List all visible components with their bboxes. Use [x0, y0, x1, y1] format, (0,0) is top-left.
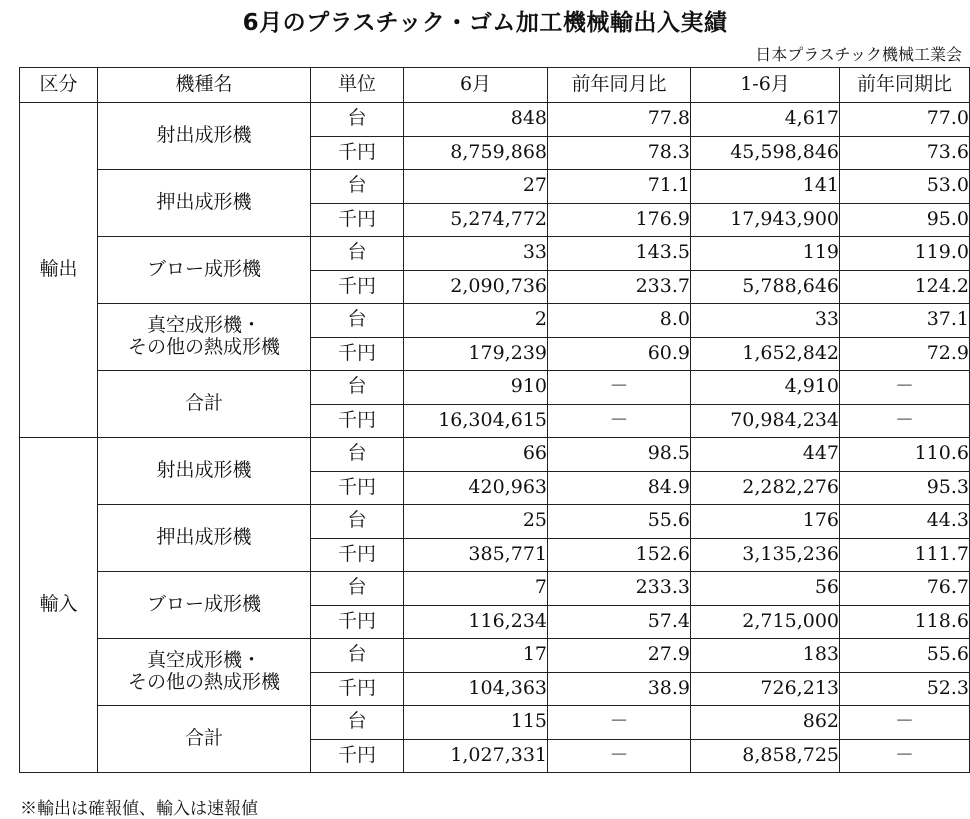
month-ratio-cell: 78.3 — [548, 136, 691, 170]
header-unit: 単位 — [311, 68, 404, 103]
machine-name-line: その他の熱成形機 — [127, 671, 280, 693]
section-label: 輸入 — [20, 438, 98, 773]
unit-cell: 台 — [311, 572, 404, 606]
unit-cell: 千円 — [311, 270, 404, 304]
month-value-cell: 66 — [404, 438, 548, 472]
ytd-ratio-cell: 73.6 — [840, 136, 970, 170]
month-ratio-cell: 233.3 — [548, 572, 691, 606]
ytd-value-cell: 4,617 — [691, 103, 840, 137]
unit-cell: 千円 — [311, 136, 404, 170]
ytd-ratio-cell: 118.6 — [840, 605, 970, 639]
month-ratio-cell: 98.5 — [548, 438, 691, 472]
machine-name-line: 真空成形機・ — [146, 649, 261, 672]
ytd-value-cell: 2,282,276 — [691, 471, 840, 505]
unit-cell: 台 — [311, 505, 404, 539]
machine-name-line: 押出成形機 — [156, 526, 252, 549]
ytd-value-cell: 1,652,842 — [691, 337, 840, 371]
unit-cell: 台 — [311, 103, 404, 137]
month-value-cell: 420,963 — [404, 471, 548, 505]
month-ratio-cell: 233.7 — [548, 270, 691, 304]
ytd-value-cell: 17,943,900 — [691, 203, 840, 237]
month-value-cell: 25 — [404, 505, 548, 539]
ytd-value-cell: 70,984,234 — [691, 404, 840, 438]
machine-name-line: 真空成形機・ — [146, 314, 261, 337]
ytd-value-cell: 56 — [691, 572, 840, 606]
month-ratio-cell: 143.5 — [548, 237, 691, 271]
machine-name — [98, 438, 311, 505]
month-value-cell: 17 — [404, 639, 548, 673]
ytd-ratio-cell: － — [840, 739, 970, 773]
month-value-cell: 27 — [404, 170, 548, 204]
month-value-cell: 104,363 — [404, 672, 548, 706]
ytd-ratio-cell: 95.0 — [840, 203, 970, 237]
header-month-ratio: 前年同月比 — [548, 68, 691, 103]
month-ratio-cell: 55.6 — [548, 505, 691, 539]
unit-cell: 千円 — [311, 605, 404, 639]
month-value-cell: 179,239 — [404, 337, 548, 371]
month-value-cell: 1,027,331 — [404, 739, 548, 773]
trade-table — [19, 67, 970, 773]
ytd-value-cell: 119 — [691, 237, 840, 271]
machine-name-line: 射出成形機 — [156, 124, 252, 147]
month-value-cell: 7 — [404, 572, 548, 606]
unit-cell: 台 — [311, 706, 404, 740]
table-row — [20, 103, 970, 137]
machine-name — [98, 170, 311, 237]
page-title: 6月のプラスチック・ゴム加工機械輸出入実績 — [242, 10, 728, 36]
unit-cell: 台 — [311, 639, 404, 673]
month-ratio-cell: 27.9 — [548, 639, 691, 673]
ytd-value-cell: 862 — [691, 706, 840, 740]
unit-cell: 千円 — [311, 739, 404, 773]
ytd-value-cell: 5,788,646 — [691, 270, 840, 304]
month-ratio-cell: 57.4 — [548, 605, 691, 639]
machine-name — [98, 505, 311, 572]
machine-name — [98, 639, 311, 706]
header-machine: 機種名 — [98, 68, 311, 103]
unit-cell: 台 — [311, 304, 404, 338]
month-ratio-cell: － — [548, 404, 691, 438]
ytd-ratio-cell: － — [840, 371, 970, 405]
ytd-value-cell: 447 — [691, 438, 840, 472]
unit-cell: 千円 — [311, 471, 404, 505]
machine-name-line: ブロー成形機 — [146, 258, 261, 281]
header-category: 区分 — [20, 68, 98, 103]
table-row — [20, 304, 970, 338]
month-ratio-cell: 176.9 — [548, 203, 691, 237]
ytd-ratio-cell: 77.0 — [840, 103, 970, 137]
ytd-value-cell: 726,213 — [691, 672, 840, 706]
ytd-value-cell: 33 — [691, 304, 840, 338]
ytd-ratio-cell: 95.3 — [840, 471, 970, 505]
unit-cell: 台 — [311, 438, 404, 472]
machine-name-line: その他の熱成形機 — [127, 336, 280, 358]
month-ratio-cell: 8.0 — [548, 304, 691, 338]
unit-cell: 台 — [311, 371, 404, 405]
table-body — [20, 103, 970, 773]
month-ratio-cell: 77.8 — [548, 103, 691, 137]
month-ratio-cell: 38.9 — [548, 672, 691, 706]
month-value-cell: 385,771 — [404, 538, 548, 572]
header-ytd-ratio: 前年同期比 — [840, 68, 970, 103]
unit-cell: 千円 — [311, 672, 404, 706]
machine-name-line: 押出成形機 — [156, 191, 252, 214]
table-row — [20, 706, 970, 740]
month-value-cell: 116,234 — [404, 605, 548, 639]
table-row — [20, 639, 970, 673]
month-ratio-cell: － — [548, 706, 691, 740]
month-ratio-cell: 71.1 — [548, 170, 691, 204]
header-row — [20, 68, 970, 103]
ytd-ratio-cell: 44.3 — [840, 505, 970, 539]
ytd-value-cell: 8,858,725 — [691, 739, 840, 773]
table-row — [20, 572, 970, 606]
footnote: ※輸出は確報値、輸入は速報値 — [20, 799, 258, 819]
month-value-cell: 2,090,736 — [404, 270, 548, 304]
machine-name — [98, 706, 311, 773]
unit-cell: 千円 — [311, 538, 404, 572]
ytd-ratio-cell: 37.1 — [840, 304, 970, 338]
unit-cell: 千円 — [311, 337, 404, 371]
ytd-ratio-cell: 53.0 — [840, 170, 970, 204]
month-ratio-cell: － — [548, 739, 691, 773]
ytd-ratio-cell: 119.0 — [840, 237, 970, 271]
machine-name — [98, 572, 311, 639]
machine-name — [98, 237, 311, 304]
machine-name — [98, 304, 311, 371]
machine-name — [98, 371, 311, 438]
ytd-value-cell: 2,715,000 — [691, 605, 840, 639]
ytd-value-cell: 45,598,846 — [691, 136, 840, 170]
month-value-cell: 910 — [404, 371, 548, 405]
machine-name-line: 合計 — [184, 727, 223, 750]
month-value-cell: 2 — [404, 304, 548, 338]
month-value-cell: 8,759,868 — [404, 136, 548, 170]
ytd-ratio-cell: 72.9 — [840, 337, 970, 371]
ytd-ratio-cell: － — [840, 706, 970, 740]
table-row — [20, 505, 970, 539]
machine-name — [98, 103, 311, 170]
table-row — [20, 438, 970, 472]
month-value-cell: 848 — [404, 103, 548, 137]
table-row — [20, 237, 970, 271]
unit-cell: 千円 — [311, 404, 404, 438]
machine-name-line: ブロー成形機 — [146, 593, 261, 616]
ytd-ratio-cell: 55.6 — [840, 639, 970, 673]
header-ytd: 1-6月 — [691, 68, 840, 103]
month-value-cell: 16,304,615 — [404, 404, 548, 438]
ytd-ratio-cell: － — [840, 404, 970, 438]
table-row — [20, 371, 970, 405]
ytd-ratio-cell: 110.6 — [840, 438, 970, 472]
month-ratio-cell: 60.9 — [548, 337, 691, 371]
unit-cell: 台 — [311, 170, 404, 204]
source-label: 日本プラスチック機械工業会 — [755, 45, 962, 64]
month-value-cell: 115 — [404, 706, 548, 740]
ytd-value-cell: 4,910 — [691, 371, 840, 405]
ytd-ratio-cell: 52.3 — [840, 672, 970, 706]
machine-name-line: 合計 — [184, 392, 223, 415]
unit-cell: 千円 — [311, 203, 404, 237]
section-label: 輸出 — [20, 103, 98, 438]
ytd-value-cell: 183 — [691, 639, 840, 673]
ytd-ratio-cell: 76.7 — [840, 572, 970, 606]
ytd-ratio-cell: 124.2 — [840, 270, 970, 304]
ytd-ratio-cell: 111.7 — [840, 538, 970, 572]
ytd-value-cell: 3,135,236 — [691, 538, 840, 572]
month-value-cell: 33 — [404, 237, 548, 271]
month-ratio-cell: － — [548, 371, 691, 405]
ytd-value-cell: 176 — [691, 505, 840, 539]
table-row — [20, 170, 970, 204]
month-value-cell: 5,274,772 — [404, 203, 548, 237]
month-ratio-cell: 152.6 — [548, 538, 691, 572]
ytd-value-cell: 141 — [691, 170, 840, 204]
unit-cell: 台 — [311, 237, 404, 271]
machine-name-line: 射出成形機 — [156, 459, 252, 482]
month-ratio-cell: 84.9 — [548, 471, 691, 505]
header-month: 6月 — [404, 68, 548, 103]
